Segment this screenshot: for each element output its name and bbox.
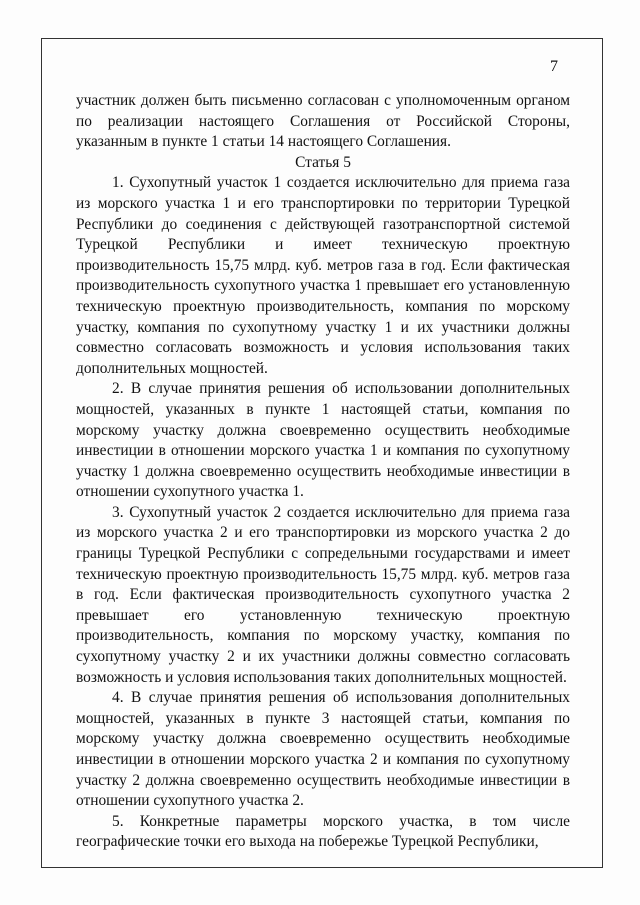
paragraph-4: 4. В случае принятия решения об использования дополнительных мощностей, указанных в пункте 3 настоящей статьи, компания по морскому участку должна своевременно осуществить необходимые инвестиции в отношении морского участка 2 и компания по сухопутному участку 2 должна своевременно осуществить необходимые инвестиции в отношении сухопутного участка 2. — [76, 689, 570, 810]
page-number: 7 — [550, 58, 558, 75]
paragraph-1: 1. Сухопутный участок 1 создается исключительно для приема газа из морского участка 1 и его транспортировки по территории Турецкой Республики до соединения с действующей газотранспортной системой Турецкой Республики и имеет техническую проектную производительность 15,75 млрд. куб. метров газа в год. Если фактическая производительность сухопутного участка 1 превышает его установленную техническую проектную производительность, компания по морскому участку, компания по сухопутному участку 1 и их участники должны совместно согласовать возможность и условия использования таких дополнительных мощностей. — [76, 174, 570, 377]
paragraph-3: 3. Сухопутный участок 2 создается исключительно для приема газа из морского участка 2 и его транспортировки из морского участка 2 до границы Турецкой Республики с сопредельными государствами и имеет техническую проектную производительность 15,75 млрд. куб. метров газа в год. Если фактическая производительность сухопутного участка 2 превышает его установленную техническую проектную производительность, компания по морскому участку, компания по сухопутному участку 2 и их участники должны совместно согласовать возможность и условия использования таких дополнительных мощностей. — [76, 503, 570, 686]
document-body — [76, 91, 570, 853]
paragraph-2: 2. В случае принятия решения об использовании дополнительных мощностей, указанных в пункте 1 настоящей статьи, компания по морскому участку должна своевременно осуществить необходимые инвестиции в отношении морского участка 1 и компания по сухопутному участку 1 должна своевременно осуществить необходимые инвестиции в отношении сухопутного участка 1. — [76, 380, 570, 501]
paragraph-5: 5. Конкретные параметры морского участка, в том числе географические точки его выхода на побережье Турецкой Республики, — [76, 812, 570, 851]
lead-paragraph: участник должен быть письменно согласован с уполномоченным органом по реализации настоящего Соглашения от Российской Стороны, указанным в пункте 1 статьи 14 настоящего Соглашения. — [76, 92, 570, 151]
article-heading: Статья 5 — [295, 153, 351, 171]
